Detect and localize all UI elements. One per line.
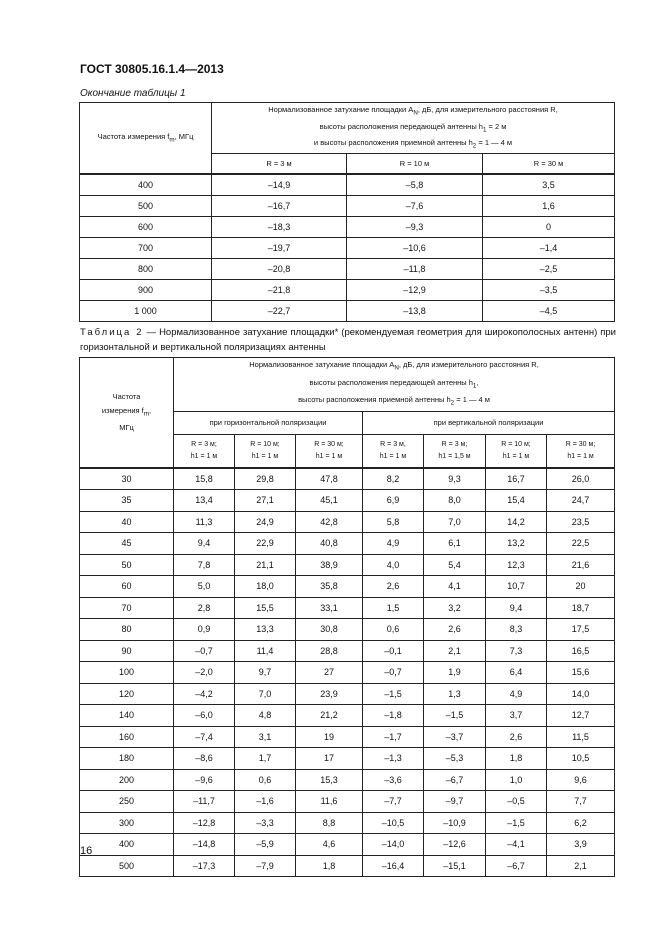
value-cell: –10,5 [363,812,424,834]
table1-frequency-header [80,103,212,174]
subheader-distance: R = 3 м; [191,440,217,448]
header-subscript: m [169,136,175,143]
value-cell: –13,8 [347,300,483,321]
value-cell: –8,6 [174,748,235,770]
value-cell: 0,6 [363,619,424,641]
value-cell: –18,3 [212,216,347,237]
value-cell: 21,2 [296,705,363,727]
value-cell: 16,5 [547,640,615,662]
value-cell: 13,2 [486,533,547,555]
table-row [80,769,615,791]
value-cell: –14,8 [174,834,235,856]
table-row [80,279,615,300]
value-cell: –11,7 [174,791,235,813]
value-cell: –1,5 [363,683,424,705]
subheader-distance: R = 3 м; [441,440,468,448]
frequency-cell: 500 [80,195,212,216]
value-cell: 4,1 [424,576,486,598]
value-cell: 10,7 [486,576,547,598]
header-text: измерения f [101,405,144,415]
value-cell: –21,8 [212,279,347,300]
value-cell: 7,8 [174,554,235,576]
value-cell: 5,0 [174,576,235,598]
header-text: МГц [119,423,134,432]
value-cell: –6,7 [424,769,486,791]
frequency-cell: 500 [80,855,174,877]
value-cell: 15,6 [547,662,615,684]
value-cell: 24,9 [235,511,296,533]
table-row [80,726,615,748]
table2-frequency-header [80,358,174,468]
value-cell: 2,6 [363,576,424,598]
table-row [80,855,615,877]
subheader-height: h1 = 1 м [315,452,343,460]
frequency-cell: 90 [80,640,174,662]
frequency-cell: 400 [80,834,174,856]
frequency-cell: 800 [80,258,212,279]
value-cell: 5,4 [424,554,486,576]
frequency-cell: 140 [80,705,174,727]
frequency-cell: 250 [80,791,174,813]
header-subscript: 1 [472,382,477,389]
value-cell: 22,5 [547,533,615,555]
frequency-cell: 30 [80,468,174,490]
header-subscript: 1 [482,126,487,133]
header-subscript: N [394,364,399,372]
subheader-height: h1 = 1 м [379,452,407,460]
table2-caption-lead: Таблица 2 [80,327,144,338]
value-cell: 11,4 [235,640,296,662]
value-cell: –19,7 [212,237,347,258]
value-cell: 24,7 [547,490,615,512]
vertical-polarization-header: при вертикальной поляризации [363,411,615,434]
value-cell: –4,2 [174,683,235,705]
table2-subheader [424,434,486,468]
value-cell: 20 [547,576,615,598]
value-cell: 2,1 [424,640,486,662]
value-cell: 8,3 [486,619,547,641]
frequency-cell: 120 [80,683,174,705]
table-row [80,533,615,555]
page-number: 16 [80,845,93,857]
value-cell: 40,8 [296,533,363,555]
value-cell: –6,7 [486,855,547,877]
frequency-cell: 80 [80,619,174,641]
value-cell: 21,1 [235,554,296,576]
value-cell: 28,8 [296,640,363,662]
table2-caption [80,325,616,355]
header-text: высоты расположения передающей антенны h [319,121,483,131]
table1-caption: Окончание таблицы 1 [80,88,186,99]
value-cell: –1,7 [363,726,424,748]
value-cell: 11,5 [547,726,615,748]
value-cell: 0,6 [235,769,296,791]
frequency-cell: 70 [80,597,174,619]
header-text: = 1 — 4 м [454,395,490,404]
value-cell: 12,3 [486,554,547,576]
table-row [80,640,615,662]
value-cell: 14,0 [547,683,615,705]
value-cell: 33,1 [296,597,363,619]
table1-subheader: R = 3 м [212,153,347,174]
value-cell: 1,6 [483,195,615,216]
frequency-cell: 50 [80,554,174,576]
frequency-cell: 700 [80,237,212,258]
value-cell: 9,4 [174,533,235,555]
value-cell: 45,1 [296,490,363,512]
table2-subheader [486,434,547,468]
value-cell: –20,8 [212,258,347,279]
table-row [80,619,615,641]
table2-caption-text: — Нормализованное затухание площадки* (рекомендуемая геометрия для широкополосных антенн) при горизонтальной и вертикальной поляризациях антенны [80,327,616,353]
frequency-cell: 40 [80,511,174,533]
table1-subheader: R = 30 м [483,153,615,174]
table-row [80,237,615,258]
value-cell: 38,9 [296,554,363,576]
value-cell: –2,5 [483,258,615,279]
table1 [79,102,615,322]
value-cell: 23,9 [296,683,363,705]
subheader-height: h1 = 1,5 м [438,452,471,460]
table-row [80,576,615,598]
value-cell: 17,5 [547,619,615,641]
value-cell: 23,5 [547,511,615,533]
value-cell: –14,9 [212,174,347,196]
value-cell: 15,8 [174,468,235,490]
value-cell: 29,8 [235,468,296,490]
value-cell: –1,3 [363,748,424,770]
value-cell: 4,0 [363,554,424,576]
subheader-height: h1 = 1 м [567,452,594,460]
frequency-cell: 160 [80,726,174,748]
value-cell: 1,7 [235,748,296,770]
header-subscript: 2 [472,142,477,150]
table2-subheader [296,434,363,468]
table-row [80,490,615,512]
table2 [79,357,615,877]
value-cell: –2,0 [174,662,235,684]
value-cell: –0,5 [486,791,547,813]
header-subscript: m [143,410,149,417]
table2-subheader [235,434,296,468]
value-cell: 15,3 [296,769,363,791]
value-cell: 2,6 [486,726,547,748]
table-row [80,662,615,684]
header-text: , [476,377,479,387]
value-cell: 4,8 [235,705,296,727]
horizontal-polarization-header: при горизонтальной поляризации [174,411,363,434]
table2-subheader [363,434,424,468]
value-cell: 42,8 [296,511,363,533]
value-cell: –10,9 [424,812,486,834]
value-cell: –3,5 [483,279,615,300]
header-text: = 1 — 4 м [476,138,513,147]
table-row [80,468,615,490]
subheader-distance: R = 10 м; [501,440,531,448]
value-cell: 9,7 [235,662,296,684]
header-text: Частота [112,391,141,401]
table-row [80,511,615,533]
table-row [80,705,615,727]
frequency-cell: 900 [80,279,212,300]
value-cell: –3,3 [235,812,296,834]
table2-subheader [174,434,235,468]
value-cell: 14,2 [486,511,547,533]
frequency-cell: 400 [80,174,212,196]
frequency-cell: 180 [80,748,174,770]
value-cell: 7,7 [547,791,615,813]
value-cell: –1,5 [424,705,486,727]
value-cell: 2,8 [174,597,235,619]
value-cell: 7,0 [424,511,486,533]
value-cell: 3,2 [424,597,486,619]
header-text: высоты расположения передающей антенны h [309,377,473,387]
value-cell: –12,6 [424,834,486,856]
value-cell: 19 [296,726,363,748]
value-cell: 30,8 [296,619,363,641]
header-text: и высоты расположения приемной антенны h [313,138,473,147]
value-cell: 8,2 [363,468,424,490]
value-cell: 16,7 [486,468,547,490]
value-cell: 18,0 [235,576,296,598]
value-cell: –0,1 [363,640,424,662]
value-cell: –14,0 [363,834,424,856]
table2-body [80,468,615,877]
value-cell: 11,6 [296,791,363,813]
value-cell: 3,7 [486,705,547,727]
value-cell: –0,7 [363,662,424,684]
value-cell: 7,0 [235,683,296,705]
frequency-cell: 35 [80,490,174,512]
value-cell: –6,0 [174,705,235,727]
table2-subheader [547,434,615,468]
value-cell: 3,9 [547,834,615,856]
value-cell: 3,1 [235,726,296,748]
value-cell: 4,9 [486,683,547,705]
header-text: , дБ, для измерительного расстояния R, [398,360,539,369]
value-cell: –5,3 [424,748,486,770]
value-cell: 7,3 [486,640,547,662]
header-text: , дБ, для измерительного расстояния R, [417,105,558,114]
table-row [80,300,615,321]
table-row [80,597,615,619]
value-cell: –0,7 [174,640,235,662]
frequency-cell: 1 000 [80,300,212,321]
value-cell: 35,8 [296,576,363,598]
value-cell: 27 [296,662,363,684]
frequency-cell: 100 [80,662,174,684]
value-cell: –3,7 [424,726,486,748]
value-cell: 6,1 [424,533,486,555]
value-cell: 10,5 [547,748,615,770]
value-cell: –22,7 [212,300,347,321]
table-row [80,683,615,705]
value-cell: 2,1 [547,855,615,877]
value-cell: 6,2 [547,812,615,834]
frequency-cell: 45 [80,533,174,555]
value-cell: –15,1 [424,855,486,877]
subheader-height: h1 = 1 м [502,452,530,460]
value-cell: –7,4 [174,726,235,748]
subheader-distance: R = 30 м; [314,440,344,448]
value-cell: –9,6 [174,769,235,791]
header-text: , [148,405,152,415]
value-cell: 27,1 [235,490,296,512]
value-cell: –12,9 [347,279,483,300]
value-cell: –1,8 [363,705,424,727]
value-cell: –9,3 [347,216,483,237]
value-cell: –7,7 [363,791,424,813]
value-cell: 6,9 [363,490,424,512]
value-cell: –1,5 [486,812,547,834]
value-cell: –11,8 [347,258,483,279]
table-row [80,216,615,237]
value-cell: 1,8 [486,748,547,770]
value-cell: 15,4 [486,490,547,512]
value-cell: 2,6 [424,619,486,641]
value-cell: 12,7 [547,705,615,727]
value-cell: 9,3 [424,468,486,490]
table-row [80,812,615,834]
value-cell: 1,3 [424,683,486,705]
value-cell: –10,6 [347,237,483,258]
frequency-cell: 200 [80,769,174,791]
table-row [80,195,615,216]
value-cell: 1,8 [296,855,363,877]
value-cell: –7,6 [347,195,483,216]
value-cell: 17 [296,748,363,770]
value-cell: 13,4 [174,490,235,512]
header-text: , МГц [174,131,194,141]
header-text: высоты расположения приемной антенны h [298,395,451,404]
value-cell: –1,4 [483,237,615,258]
header-subscript: N [413,109,418,117]
value-cell: –3,6 [363,769,424,791]
subheader-height: h1 = 1 м [190,452,218,460]
frequency-cell: 600 [80,216,212,237]
value-cell: –5,8 [347,174,483,196]
value-cell: –16,7 [212,195,347,216]
table-row [80,791,615,813]
value-cell: 1,0 [486,769,547,791]
value-cell: 9,4 [486,597,547,619]
value-cell: –1,6 [235,791,296,813]
value-cell: –7,9 [235,855,296,877]
value-cell: 1,9 [424,662,486,684]
table1-body [80,174,615,322]
value-cell: 11,3 [174,511,235,533]
table-row [80,834,615,856]
value-cell: 9,6 [547,769,615,791]
value-cell: –4,1 [486,834,547,856]
value-cell: –4,5 [483,300,615,321]
table-row [80,748,615,770]
value-cell: 6,4 [486,662,547,684]
value-cell: 8,0 [424,490,486,512]
subheader-height: h1 = 1 м [251,452,279,460]
value-cell: 4,9 [363,533,424,555]
value-cell: 1,5 [363,597,424,619]
value-cell: 0,9 [174,619,235,641]
header-text: = 2 м [486,121,507,131]
value-cell: 22,9 [235,533,296,555]
header-subscript: 2 [450,399,455,407]
header-text: Нормализованное затухание площадки A [268,105,414,114]
value-cell: 21,6 [547,554,615,576]
frequency-cell: 60 [80,576,174,598]
subheader-distance: R = 3 м, [380,440,406,448]
subheader-distance: R = 10 м; [250,440,280,448]
value-cell: 8,8 [296,812,363,834]
table-row [80,554,615,576]
value-cell: 26,0 [547,468,615,490]
table1-group-header [212,103,615,154]
value-cell: –12,8 [174,812,235,834]
table-row [80,258,615,279]
table-row [80,174,615,196]
subheader-distance: R = 30 м; [565,440,596,448]
value-cell: 15,5 [235,597,296,619]
header-text: Нормализованное затухание площадки A [249,360,395,369]
value-cell: 13,3 [235,619,296,641]
table2-group-header [174,358,615,412]
value-cell: –17,3 [174,855,235,877]
value-cell: 18,7 [547,597,615,619]
value-cell: 4,6 [296,834,363,856]
table1-subheader: R = 10 м [347,153,483,174]
value-cell: 47,8 [296,468,363,490]
value-cell: –16,4 [363,855,424,877]
value-cell: 3,5 [483,174,615,196]
value-cell: 0 [483,216,615,237]
value-cell: –5,9 [235,834,296,856]
document-header: ГОСТ 30805.16.1.4—2013 [80,62,224,76]
value-cell: –9,7 [424,791,486,813]
header-text: Частота измерения f [97,131,170,141]
frequency-cell: 300 [80,812,174,834]
value-cell: 5,8 [363,511,424,533]
